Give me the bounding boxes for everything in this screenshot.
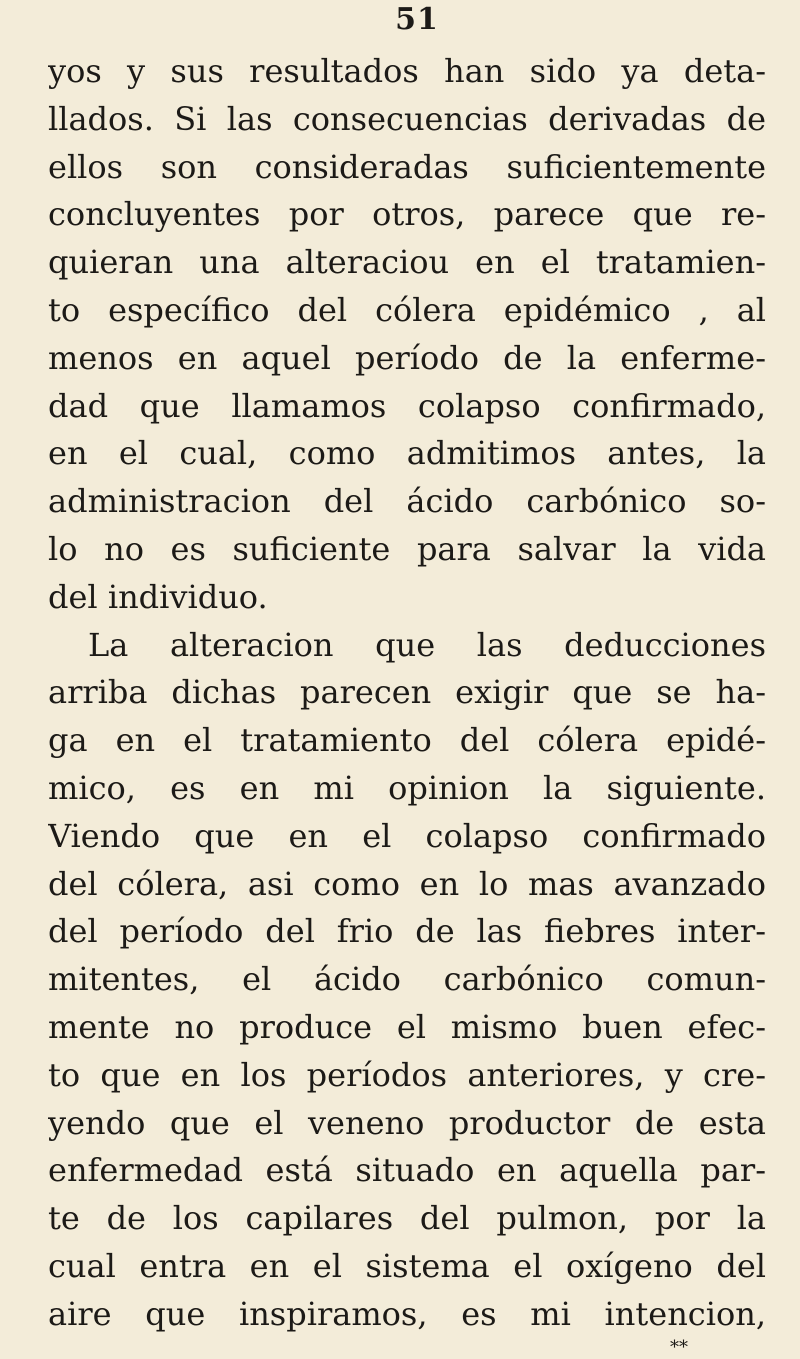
text-line: aire que inspiramos, es mi intencion, [48,1294,766,1333]
text-line: La alteracion que las deducciones [88,625,766,664]
text-line: dad que llamamos colapso confirmado, [48,386,766,425]
text-line: mitentes, el ácido carbónico comun- [48,960,766,999]
text-line: mico, es en mi opinion la siguiente. [48,768,766,807]
paragraph-2 [48,622,766,1339]
text-line: llados. Si las consecuencias derivadas de [48,99,766,138]
text-line: yos y sus resultados han sido ya deta- [48,52,766,90]
text-line: enfermedad está situado en aquella par- [48,1151,766,1190]
paragraph-1 [48,48,766,622]
text-line: ellos son consideradas suficientemente [48,147,766,186]
text-line: del cólera, asi como en lo mas avanzado [48,864,766,903]
text-line: lo no es suficiente para salvar la vida [48,529,766,568]
text-line: concluyentes por otros, parece que re- [48,195,766,234]
text-line: te de los capilares del pulmon, por la [48,1199,766,1238]
text-line: Viendo que en el colapso confirmado [48,816,766,855]
text-line: en el cual, como admitimos antes, la [48,434,766,473]
page-number: 51 [395,2,439,37]
text-line: arriba dichas parecen exigir que se ha- [48,673,766,712]
text-line: yendo que el veneno productor de esta [48,1103,766,1142]
text-line: to que en los períodos anteriores, y cre- [48,1055,766,1094]
text-line: to específico del cólera epidémico , al [48,290,766,329]
signature-mark: ** [670,1336,688,1358]
text-line: mente no produce el mismo buen efec- [48,1007,766,1046]
text-line: administracion del ácido carbónico so- [48,482,766,521]
text-line: quieran una alteraciou en el tratamien- [48,243,766,282]
text-line: del individuo. [48,577,268,616]
text-line: cual entra en el sistema el oxígeno del [48,1246,766,1285]
text-line: ga en el tratamiento del cólera epidé- [48,721,766,760]
text-line: menos en aquel período de la enferme- [48,338,766,377]
text-line: del período del frio de las fiebres inter- [48,912,766,951]
